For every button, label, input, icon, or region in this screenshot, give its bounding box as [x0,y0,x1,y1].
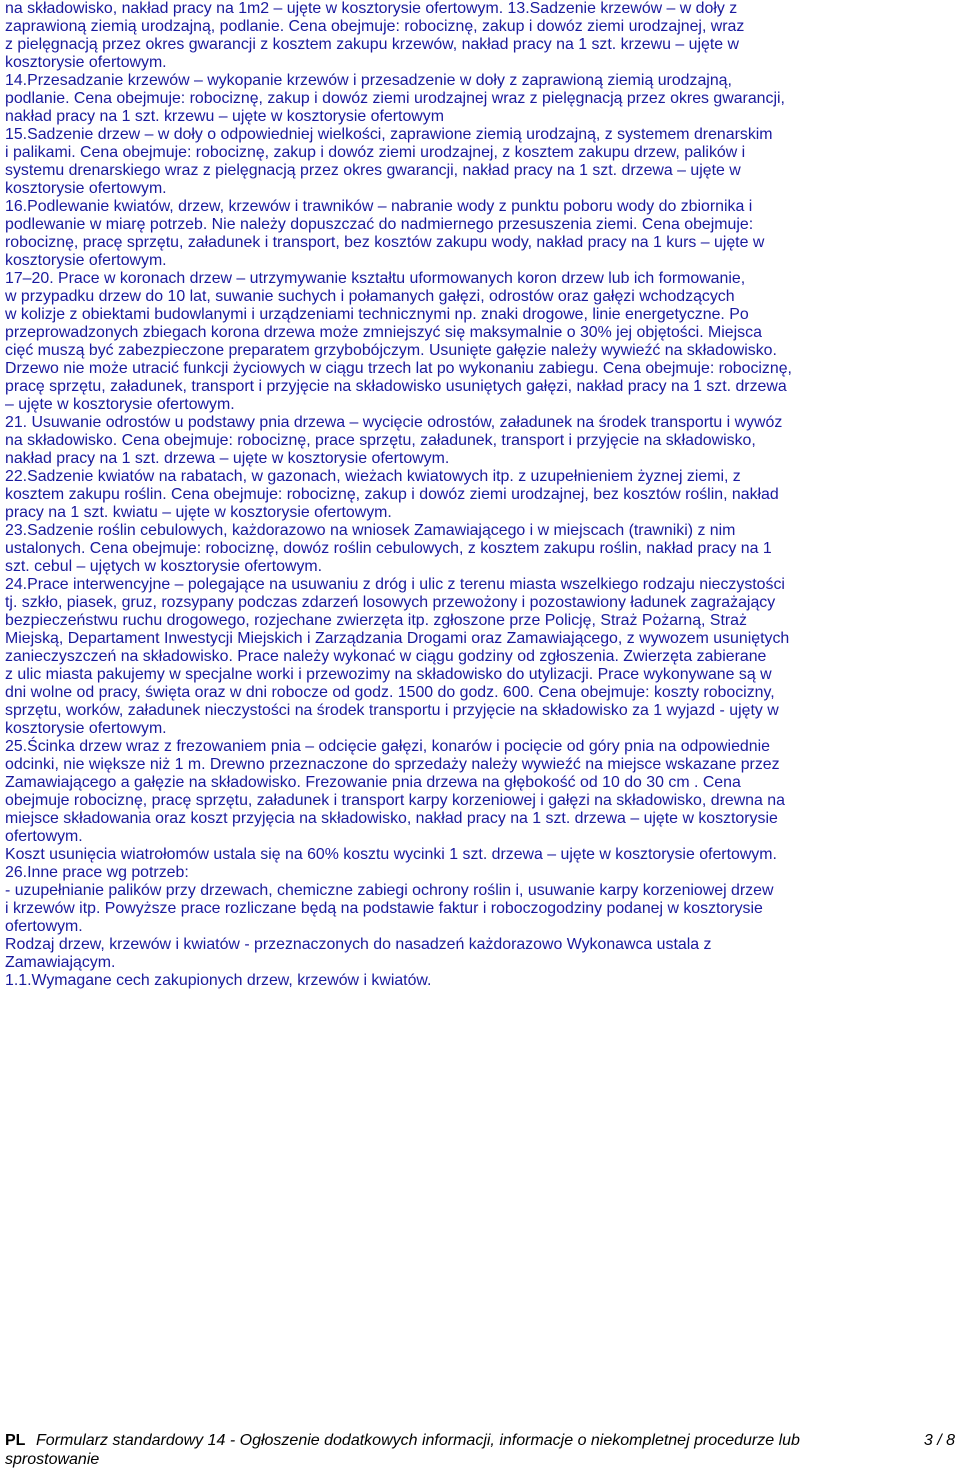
text-line: ustalonych. Cena obejmuje: robociznę, dowóz roślin cebulowych, z kosztem zakupu roślin, nakład pracy na 1 [5,540,772,557]
text-line: z pielęgnacją przez okres gwarancji z kosztem zakupu krzewów, nakład pracy na 1 szt. krzewu – ujęte w [5,36,739,53]
text-line: 14.Przesadzanie krzewów – wykopanie krzewów i przesadzenie w doły z zaprawioną ziemią urodzajną, [5,72,732,89]
text-line: zanieczyszczeń na składowisko. Prace należy wykonać w ciągu godziny od zgłoszenia. Zwierzęta zabierane [5,648,767,665]
text-line: Zamawiającego a gałęzie na składowisko. Frezowanie pnia drzewa na głębokość od 10 do 30 cm . Cena [5,774,741,791]
text-line: pracy na 1 szt. kwiatu – ujęte w kosztorysie ofertowym. [5,504,392,521]
text-line: Rodzaj drzew, krzewów i kwiatów - przeznaczonych do nasadzeń każdorazowo Wykonawca ustala z [5,936,712,953]
text-line: - uzupełnianie palików przy drzewach, chemiczne zabiegi ochrony roślin i, usuwanie karpy korzeniowej drzew [5,882,774,899]
text-line: robociznę, pracę sprzętu, załadunek i transport, bez kosztów zakupu wody, nakład pracy na 1 kurs – ujęte w [5,234,765,251]
text-line: szt. cebul – ujętych w kosztorysie ofertowym. [5,558,323,575]
text-line: w przypadku drzew do 10 lat, suwanie suchych i połamanych gałęzi, odrostów oraz gałęzi wchodzących [5,288,735,305]
text-line: tj. szkło, piasek, gruz, rozsypany podczas zdarzeń losowych przewożony i pozostawiony ładunek zagrażający [5,594,776,611]
text-line: podlanie. Cena obejmuje: robociznę, zakup i dowóz ziemi urodzajnej wraz z pielęgnacją przez okres gwarancji, [5,90,785,107]
text-line: kosztorysie ofertowym. [5,720,167,737]
text-line: i krzewów itp. Powyższe prace rozliczane będą na podstawie faktur i roboczogodziny podanej w kosztorysie [5,900,763,917]
text-line: podlewanie w miarę potrzeb. Nie należy dopuszczać do nadmiernego przesuszenia ziemi. Cena obejmuje: [5,216,754,233]
text-line: Drzewo nie może utracić funkcji życiowych w ciągu trzech lat po wykonaniu zabiegu. Cena obejmuje: robociznę, [5,360,792,377]
language-code: PL [5,1432,26,1449]
text-line: Koszt usunięcia wiatrołomów ustala się na 60% kosztu wycinki 1 szt. drzewa – ujęte w kosztorysie ofertowym. [5,846,777,863]
form-title-continued: sprostowanie [5,1451,100,1468]
document-body [5,0,950,990]
text-line: miejsce składowania oraz koszt przyjęcia na składowisko, nakład pracy na 1 szt. drzewa – ujęte w kosztorysie [5,810,778,827]
text-line: i palikami. Cena obejmuje: robociznę, zakup i dowóz ziemi urodzajnej, z kosztem zakupu drzew, palików i [5,144,746,161]
text-line: systemu drenarskiego wraz z pielęgnacją przez okres gwarancji, nakład pracy na 1 szt. drzewa – ujęte w [5,162,741,179]
text-line: na składowisko. Cena obejmuje: robociznę, prace sprzętu, załadunek, transport i przyjęcie na składowisko, [5,432,756,449]
text-line: nakład pracy na 1 szt. krzewu – ujęte w kosztorysie ofertowym [5,108,444,125]
text-line: 17–20. Prace w koronach drzew – utrzymywanie kształtu uformowanych koron drzew lub ich formowanie, [5,270,746,287]
text-line: 24.Prace interwencyjne – polegające na usuwaniu z dróg i ulic z terenu miasta wszelkiego rodzaju nieczystości [5,576,785,593]
text-line: nakład pracy na 1 szt. drzewa – ujęte w kosztorysie ofertowym. [5,450,450,467]
text-line: w kolizje z obiektami budowlanymi i urządzeniami technicznymi np. znaki drogowe, linie energetyczne. Po [5,306,749,323]
text-line: kosztorysie ofertowym. [5,180,167,197]
text-line: przeprowadzonych zbiegach korona drzewa może zmniejszyć się maksymalnie o 30% jej objętości. Miejsca [5,324,762,341]
text-line: Miejską, Departament Inwestycji Miejskich i Zarządzania Drogami oraz Zamawiającego, z wywozem usuniętych [5,630,790,647]
text-line: obejmuje robociznę, pracę sprzętu, załadunek i transport karpy korzeniowej i gałęzi na składowisko, drewna na [5,792,785,809]
text-line: kosztorysie ofertowym. [5,54,167,71]
text-line: kosztem zakupu roślin. Cena obejmuje: robociznę, zakup i dowóz ziemi urodzajnej, bez kosztów roślin, nakład [5,486,779,503]
text-line: kosztorysie ofertowym. [5,252,167,269]
text-line: 15.Sadzenie drzew – w doły o odpowiedniej wielkości, zaprawione ziemią urodzajną, z systemem drenarskim [5,126,773,143]
text-line: sprzętu, worków, załadunek nieczystości na środek transportu i przyjęcie na składowisko za 1 wyjazd - ujęty w [5,702,779,719]
text-line: 25.Ścinka drzew wraz z frezowaniem pnia – odcięcie gałęzi, konarów i pocięcie od góry pnia na odpowiednie [5,738,770,755]
page-footer [5,1431,955,1471]
text-line: 26.Inne prace wg potrzeb: [5,864,189,881]
text-line: dni wolne od pracy, święta oraz w dni robocze od godz. 1500 do godz. 600. Cena obejmuje: koszty robocizny, [5,684,775,701]
text-line: pracę sprzętu, załadunek, transport i przyjęcie na składowisko usuniętych gałęzi, nakład pracy na 1 szt. drzewa [5,378,787,395]
text-line: ofertowym. [5,828,83,845]
text-line: z ulic miasta pakujemy w specjalne worki i przewozimy na składowisko do utylizacji. Prace wykonywane są w [5,666,772,683]
text-line: Zamawiającym. [5,954,116,971]
text-line: – ujęte w kosztorysie ofertowym. [5,396,235,413]
text-line: 21. Usuwanie odrostów u podstawy pnia drzewa – wycięcie odrostów, załadunek na środek transportu i wywóz [5,414,783,431]
text-line: 23.Sadzenie roślin cebulowych, każdorazowo na wniosek Zamawiającego i w miejscach (trawniki) z nim [5,522,736,539]
text-line: 1.1.Wymagane cech zakupionych drzew, krzewów i kwiatów. [5,972,432,989]
text-line: 22.Sadzenie kwiatów na rabatach, w gazonach, wieżach kwiatowych itp. z uzupełnieniem żyznej ziemi, z [5,468,741,485]
text-line: zaprawioną ziemią urodzajną, podlanie. Cena obejmuje: robociznę, zakup i dowóz ziemi urodzajnej, wraz [5,18,745,35]
text-line: na składowisko, nakład pracy na 1m2 – ujęte w kosztorysie ofertowym. 13.Sadzenie krzewów – w doły z [5,0,738,17]
text-line: cięć muszą być zabezpieczone preparatem grzybobójczym. Usunięte gałęzie należy wywieźć na składowisko. [5,342,777,359]
text-line: ofertowym. [5,918,83,935]
page-number: 3 / 8 [923,1432,955,1449]
text-line: bezpieczeństwu ruchu drogowego, rozjechane zwierzęta itp. zgłoszone prze Policję, Straż Pożarną, Straż [5,612,747,629]
text-line: odcinki, nie większe niż 1 m. Drewno przeznaczone do sprzedaży należy wywieźć na miejsce wskazane przez [5,756,780,773]
form-title: Formularz standardowy 14 - Ogłoszenie dodatkowych informacji, informacje o niekompletnej procedurze lub [36,1432,800,1449]
text-line: 16.Podlewanie kwiatów, drzew, krzewów i trawników – nabranie wody z punktu poboru wody do zbiornika i [5,198,753,215]
